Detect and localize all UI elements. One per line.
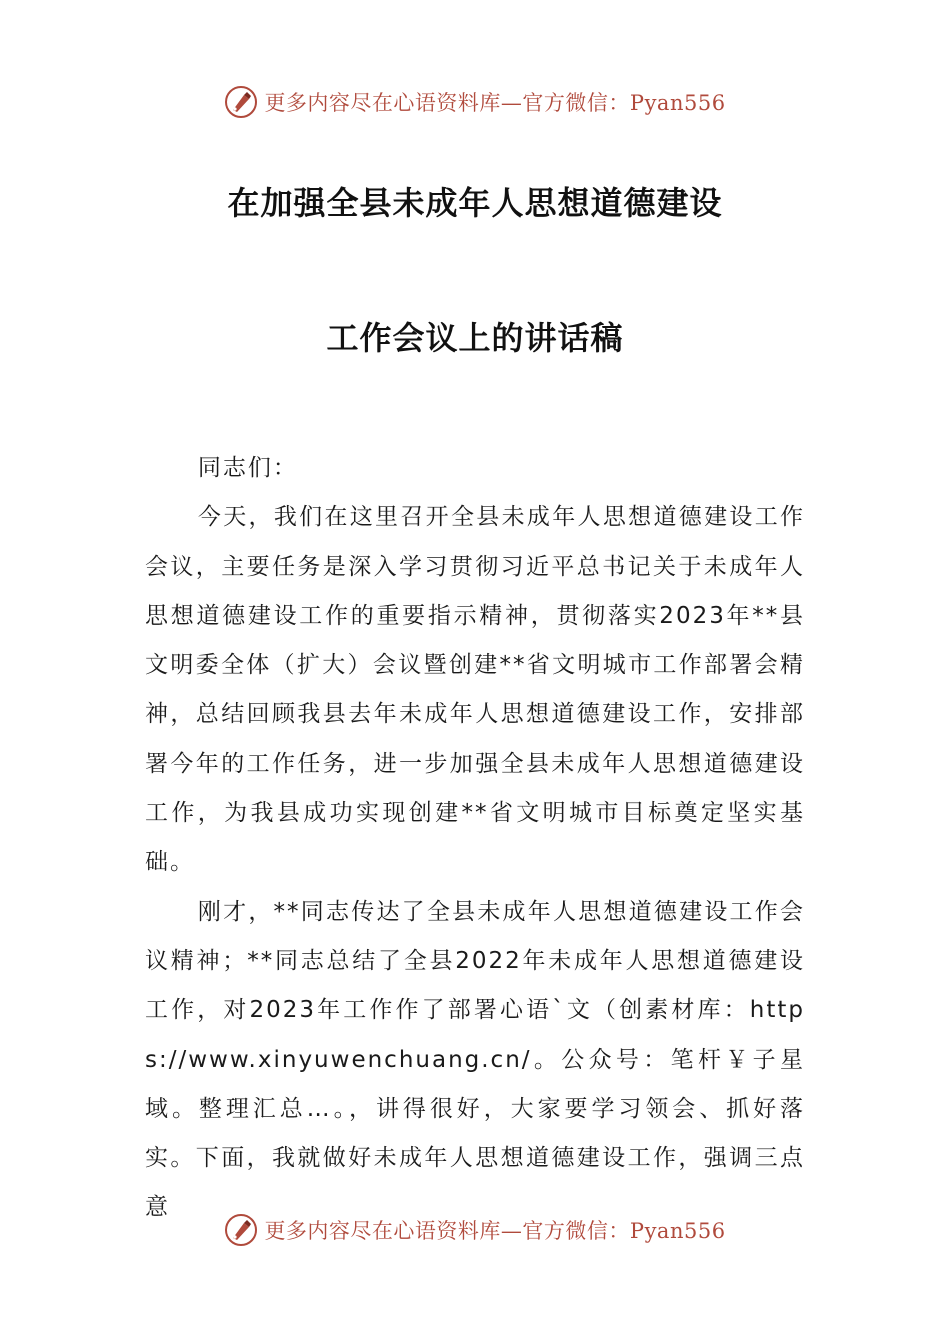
watermark-text: 更多内容尽在心语资料库—官方微信：Pyan556	[264, 91, 726, 115]
watermark-banner-bottom	[0, 1210, 950, 1250]
salutation: 同志们：	[197, 455, 298, 481]
pen-nib-logo-icon	[224, 85, 258, 119]
paragraph: 刚才，**同志传达了全县未成年人思想道德建设工作会议精神；**同志总结了全县2022年未成年人思想道德建设工作，对2023年工作作了部署心语`文（创素材库：https://www.xinyuwenchuang.cn/。公众号：笔杆￥子星域。整理汇总…。，讲得很好，大家要学习领会、抓好落实。下面，我就做好未成年人思想道德建设工作，强调三点意	[145, 898, 805, 1221]
paragraph: 今天，我们在这里召开全县未成年人思想道德建设工作会议，主要任务是深入学习贯彻习近平总书记关于未成年人思想道德建设工作的重要指示精神，贯彻落实2023年**县文明委全体（扩大）会议暨创建**省文明城市工作部署会精神，总结回顾我县去年未成年人思想道德建设工作，安排部署今年的工作任务，进一步加强全县未成年人思想道德建设工作，为我县成功实现创建**省文明城市目标奠定坚实基础。	[145, 504, 805, 876]
pen-nib-logo-icon	[224, 1213, 258, 1247]
watermark-banner-top	[0, 82, 950, 122]
document-title-line-1: 在加强全县未成年人思想道德建设	[227, 184, 723, 222]
document-title-line-2: 工作会议上的讲话稿	[326, 319, 624, 357]
document-body	[145, 444, 805, 1233]
watermark-text: 更多内容尽在心语资料库—官方微信：Pyan556	[264, 1219, 726, 1243]
